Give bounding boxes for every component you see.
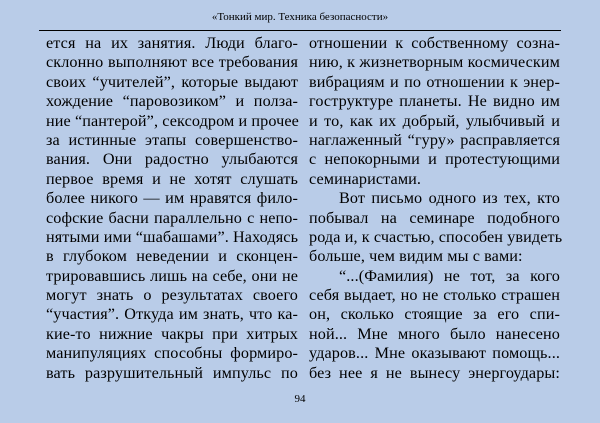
text-line: вать разрушительный импульс по [46,363,298,382]
header-rule [39,30,561,31]
text-line: более никого — им нравятся фило- [46,189,298,208]
text-line: и то, как их добрый, улыбчивый и [309,111,560,130]
right-text-column [309,34,563,383]
text-line: за истинные этапы совершенство- [46,130,298,149]
text-line: отношении к собственному созна- [309,34,560,52]
text-line: ударов... Мне оказывают помощь... [309,344,560,363]
text-line: ной... Мне много было нанесено [309,324,560,343]
text-line: семинаристами. [309,169,422,188]
text-line: манипуляциях способны формиро- [46,344,298,363]
text-line: гоструктуре планеты. Не видно им [309,92,560,111]
text-line: рода и, к счастью, способен увидеть [309,227,563,246]
text-line: кие-то нижние чакры при хитрых [46,324,298,343]
text-line: трировавшись лишь на себе, они не [46,266,298,285]
text-line: без нее я не вынесу энергоудары: [309,363,560,382]
text-line: “участия”. Откуда им знать, что ка- [46,305,298,324]
text-line: склонно выполняют все требования [46,53,298,72]
page-number: 94 [294,393,306,405]
text-line: нятыми ими “шабашами”. Находясь [46,227,299,246]
left-text-column [46,34,298,383]
text-line: с непокорными и протестующими [309,150,560,169]
text-line: себя выдает, но не столько страшен [309,286,560,305]
text-line: вибрациям и по отношении к энер- [309,72,560,91]
running-header: «Тонкий мир. Техника безопасности» [211,11,389,23]
text-line: ется на их занятия. Люди благо- [46,34,298,52]
text-line: вания. Они радостно улыбаются [46,150,298,169]
text-line: он, сколько стоящие за его спи- [309,305,560,324]
text-line: побывал на семинаре подобного [309,208,560,227]
text-line: ние “пантерой”, сексодром и прочее [46,111,299,130]
text-line: могут знать о результатах своего [46,286,298,305]
text-line: софские басни параллельно с непо- [46,208,298,227]
text-line: первое время и не хотят слушать [46,169,298,188]
text-line: в глубоком неведении и сконцен- [46,247,298,266]
text-line: наглаженный “гуру» расправляется [309,130,560,149]
text-line: своих “учителей”, которые выдают [46,72,298,91]
text-line: нию, к жизнетворным космическим [309,53,560,72]
text-line: больше, чем видим мы с вами: [309,247,523,266]
text-line: хождение “паровозиком” и полза- [46,92,298,111]
text-line: “...(Фамилия) не тот, за кого [339,266,560,285]
text-line: Вот письмо одного из тех, кто [339,189,560,208]
